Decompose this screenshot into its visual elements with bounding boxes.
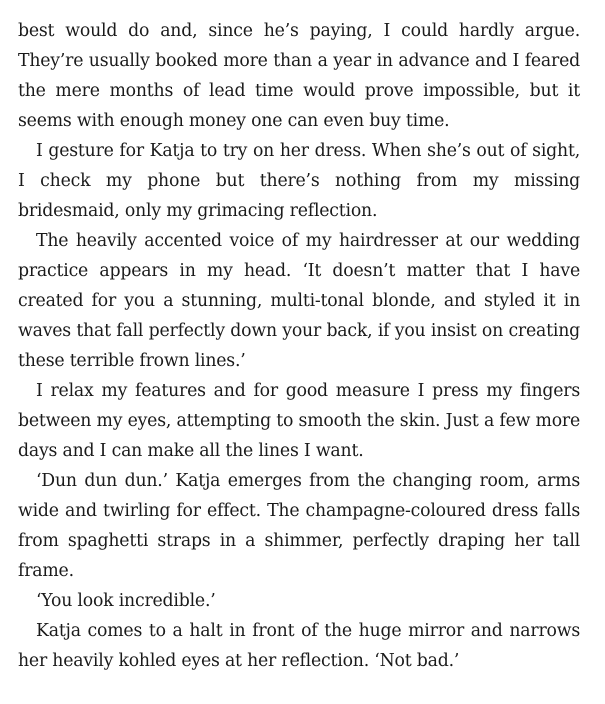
paragraph: I gesture for Katja to try on her dress. When she’s out of sight, I check my phone but there’s nothing from my missing bridesmaid, only my grimacing reflection. — [18, 141, 580, 221]
paragraph: ‘You look incredible.’ — [36, 591, 216, 611]
paragraph: The heavily accented voice of my hairdresser at our wedding practice appears in my head. ‘It doesn’t matter that I have created for you a stunning, multi-tonal blonde, and styled it in waves that fall perfectly down your back, if you insist on creating these terrible frown lines.’ — [18, 231, 580, 371]
paragraph: Katja comes to a halt in front of the huge mirror and narrows her heavily kohled eyes at her reflection. ‘Not bad.’ — [18, 621, 580, 671]
paragraph: ‘Dun dun dun.’ Katja emerges from the changing room, arms wide and twirling for effect. The champagne-coloured dress falls from spaghetti straps in a shimmer, perfectly draping her tall frame. — [18, 471, 580, 581]
paragraph: best would do and, since he’s paying, I could hardly argue. They’re usually booked more than a year in advance and I feared the mere months of lead time would prove impossible, but it seems with enough money one can even buy time. — [18, 21, 580, 131]
paragraph: I relax my features and for good measure I press my fingers between my eyes, attempting to smooth the skin. Just a few more days and I can make all the lines I want. — [18, 381, 580, 461]
book-page — [18, 16, 580, 676]
